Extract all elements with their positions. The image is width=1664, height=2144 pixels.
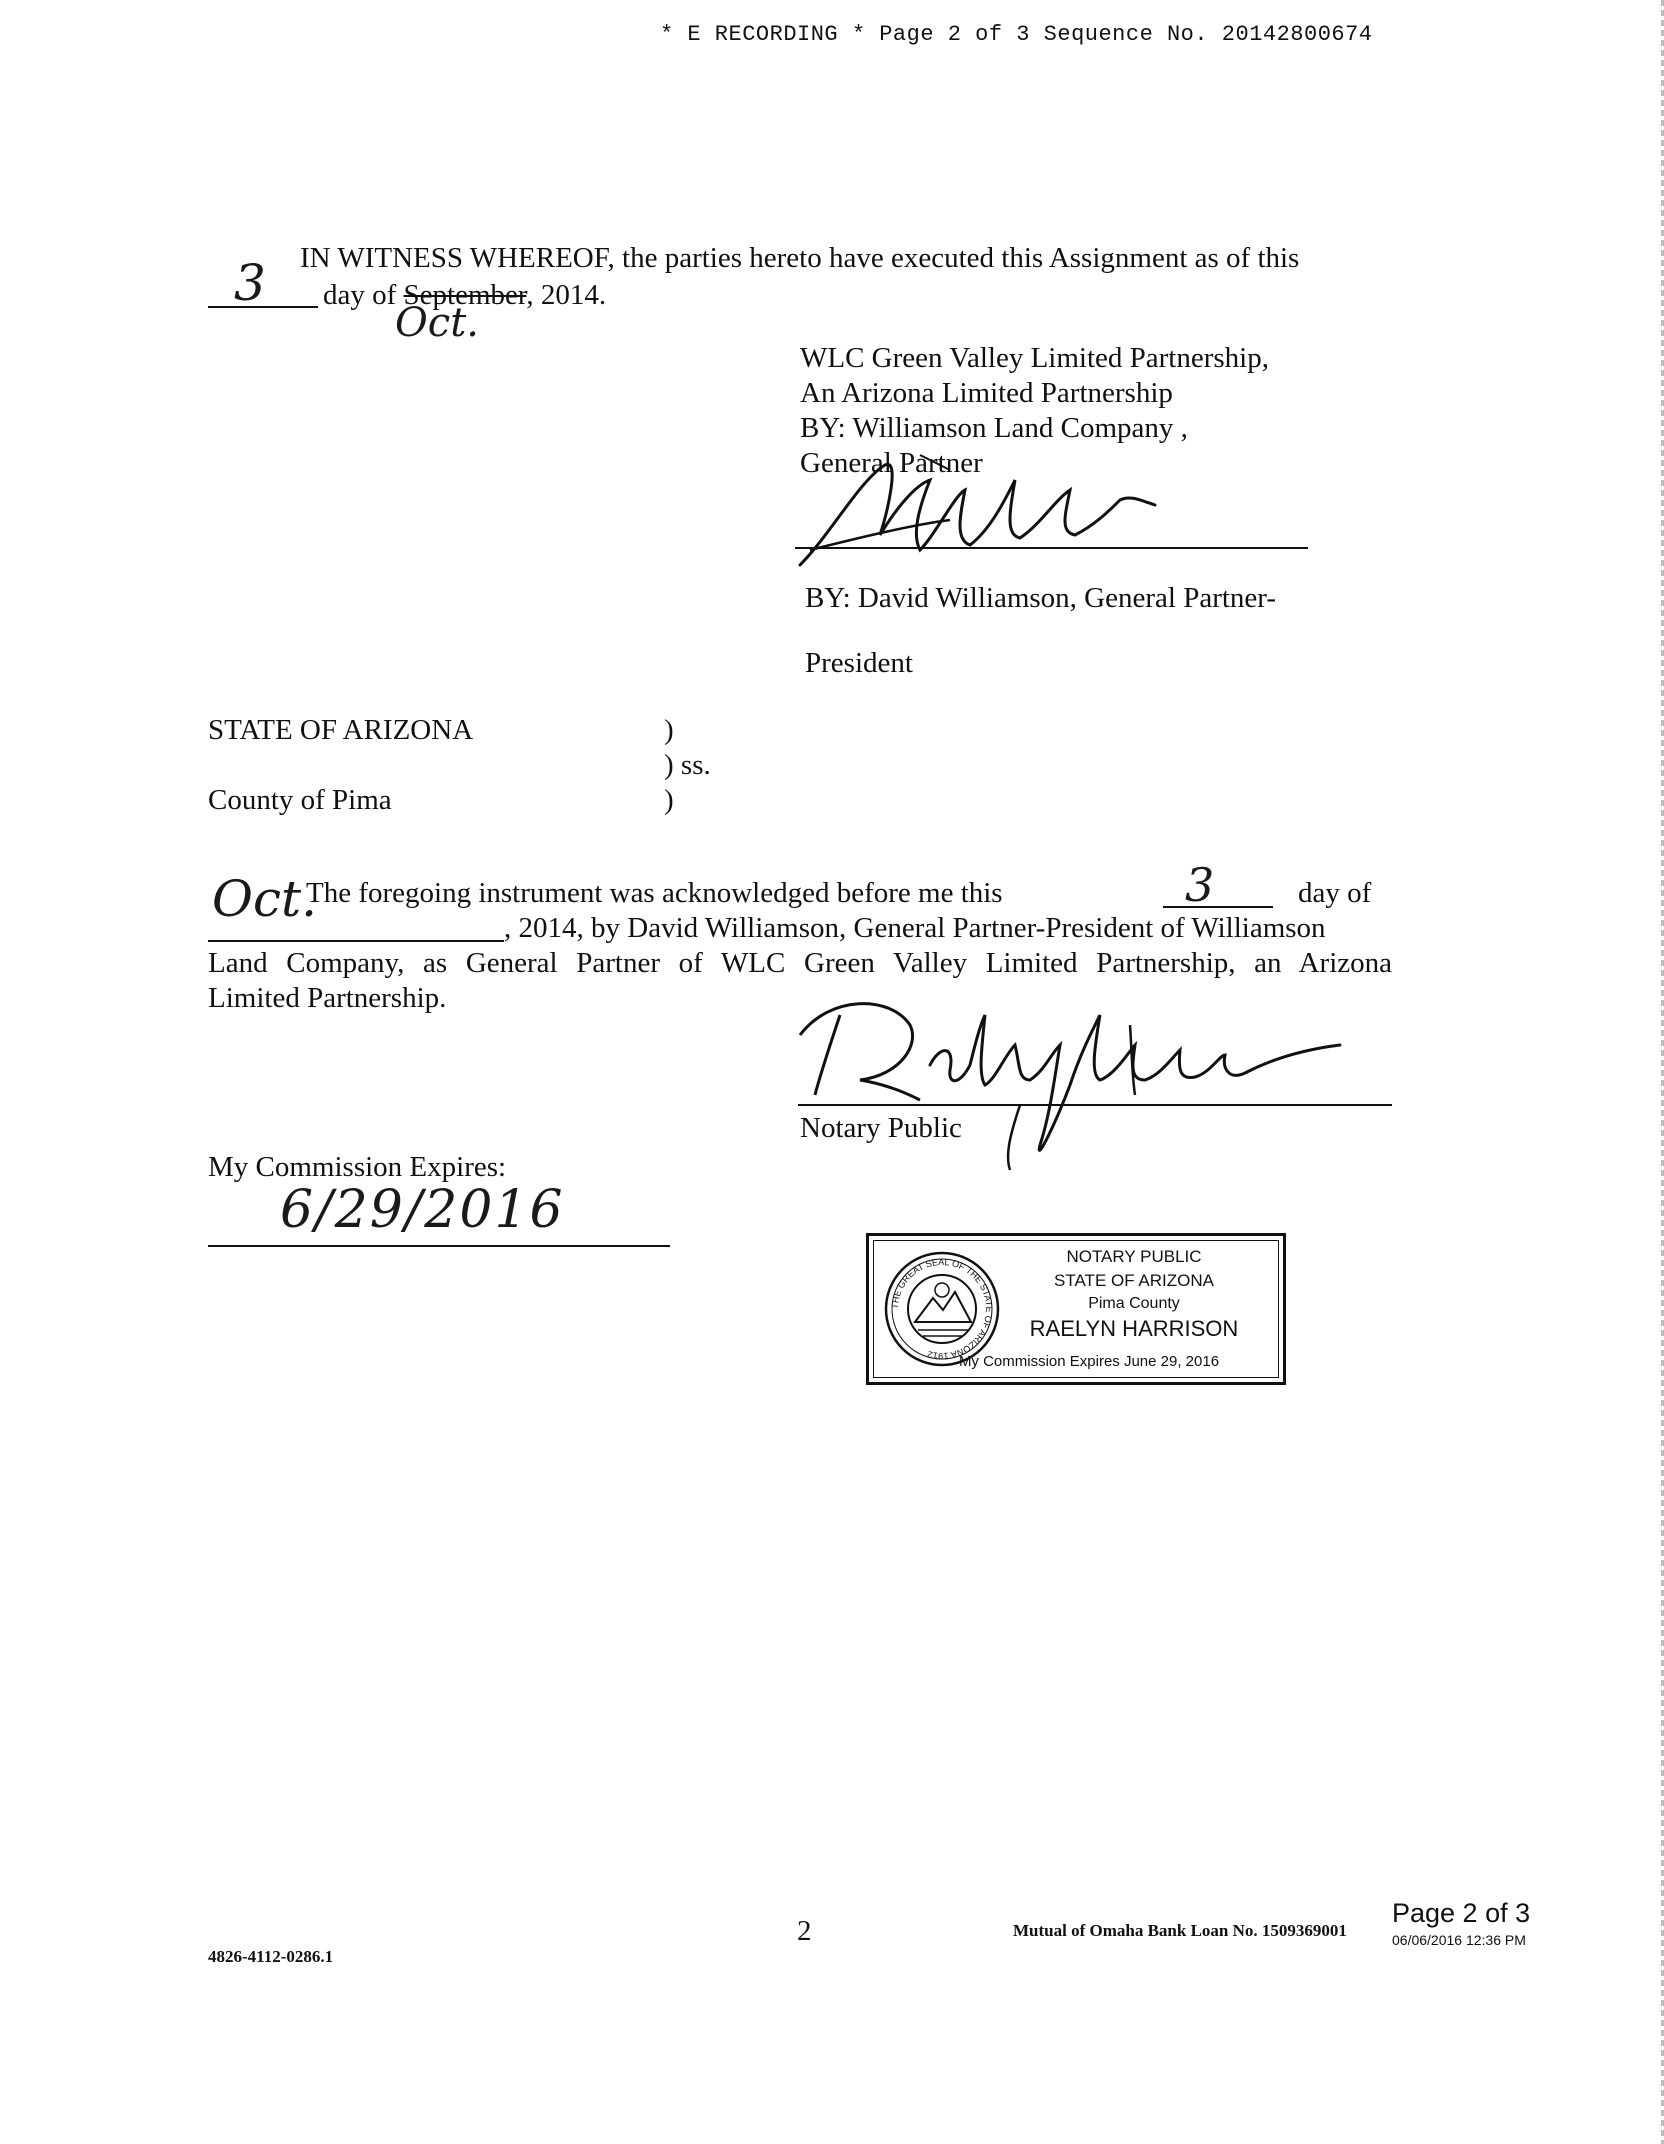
venue-county: County of Pima — [208, 784, 392, 816]
witness-line: IN WITNESS WHEREOF, the parties hereto have executed this Assignment as of this — [300, 242, 1300, 274]
ack-line-3: Land Company, as General Partner of WLC Green Valley Limited Partnership, an Arizona — [208, 947, 1392, 979]
footer-page-of: Page 2 of 3 — [1392, 1898, 1531, 1928]
ack-line-4: Limited Partnership. — [208, 982, 447, 1014]
witness-month-handwritten: Oct. — [395, 300, 479, 346]
stamp-line-1: NOTARY PUBLIC — [1066, 1247, 1202, 1266]
footer-loan-number: Mutual of Omaha Bank Loan No. 1509369001 — [1013, 1921, 1347, 1940]
commission-label: My Commission Expires: — [208, 1151, 507, 1183]
general-partner-line: General Partner — [800, 447, 983, 479]
williamson-signature — [790, 440, 1210, 570]
ack-line-1-start: The foregoing instrument was acknowledged before me this — [306, 877, 1003, 909]
notary-signature-rule — [798, 1104, 1392, 1106]
notary-signature — [770, 985, 1370, 1175]
ack-line-2: , 2014, by David Williamson, General Partner-President of Williamson — [504, 912, 1326, 944]
ack-day-handwritten: 3 — [1185, 858, 1215, 912]
footer-page-number: 2 — [797, 1915, 812, 1947]
by-company-line: BY: Williamson Land Company , — [800, 412, 1188, 444]
venue-ss: ) ss. — [664, 749, 711, 781]
notary-public-label: Notary Public — [800, 1112, 962, 1144]
entity-line-1: WLC Green Valley Limited Partnership, — [800, 342, 1269, 374]
witness-day-text: day of — [323, 279, 397, 311]
entity-line-2: An Arizona Limited Partnership — [800, 377, 1173, 409]
ack-day-blank — [1163, 906, 1273, 908]
recording-header: * E RECORDING * Page 2 of 3 Sequence No. 20142800674 — [660, 22, 1373, 47]
footer-doc-id: 4826-4112-0286.1 — [208, 1947, 334, 1966]
witness-year: , 2014. — [526, 279, 607, 311]
stamp-expires: My Commission Expires June 29, 2016 — [958, 1353, 1220, 1370]
venue-state: STATE OF ARIZONA — [208, 714, 474, 746]
williamson-signature-rule — [795, 547, 1308, 549]
footer-timestamp: 06/06/2016 12:36 PM — [1392, 1932, 1526, 1948]
ack-month-handwritten: Oct. — [212, 870, 317, 928]
seal-text: THE GREAT SEAL OF THE STATE OF ARIZONA 1912 — [889, 1256, 995, 1362]
struck-month: September — [403, 279, 527, 311]
commission-date-handwritten: 6/29/2016 — [280, 1180, 565, 1240]
commission-date-rule — [208, 1245, 670, 1247]
venue-paren-1: ) — [664, 714, 674, 746]
stamp-notary-name: RAELYN HARRISON — [1029, 1316, 1239, 1341]
signer-line: BY: David Williamson, General Partner- — [805, 582, 1277, 614]
signer-title: President — [805, 647, 913, 679]
notary-stamp — [866, 1233, 1286, 1385]
ack-month-blank — [208, 940, 504, 942]
witness-day-handwritten: 3 — [234, 254, 266, 312]
stamp-line-2: STATE OF ARIZONA — [1054, 1271, 1214, 1290]
arizona-seal-icon — [883, 1250, 1001, 1368]
stamp-line-3: Pima County — [1088, 1295, 1180, 1312]
ack-line-1-end: day of — [1298, 877, 1372, 909]
venue-paren-3: ) — [664, 784, 674, 816]
